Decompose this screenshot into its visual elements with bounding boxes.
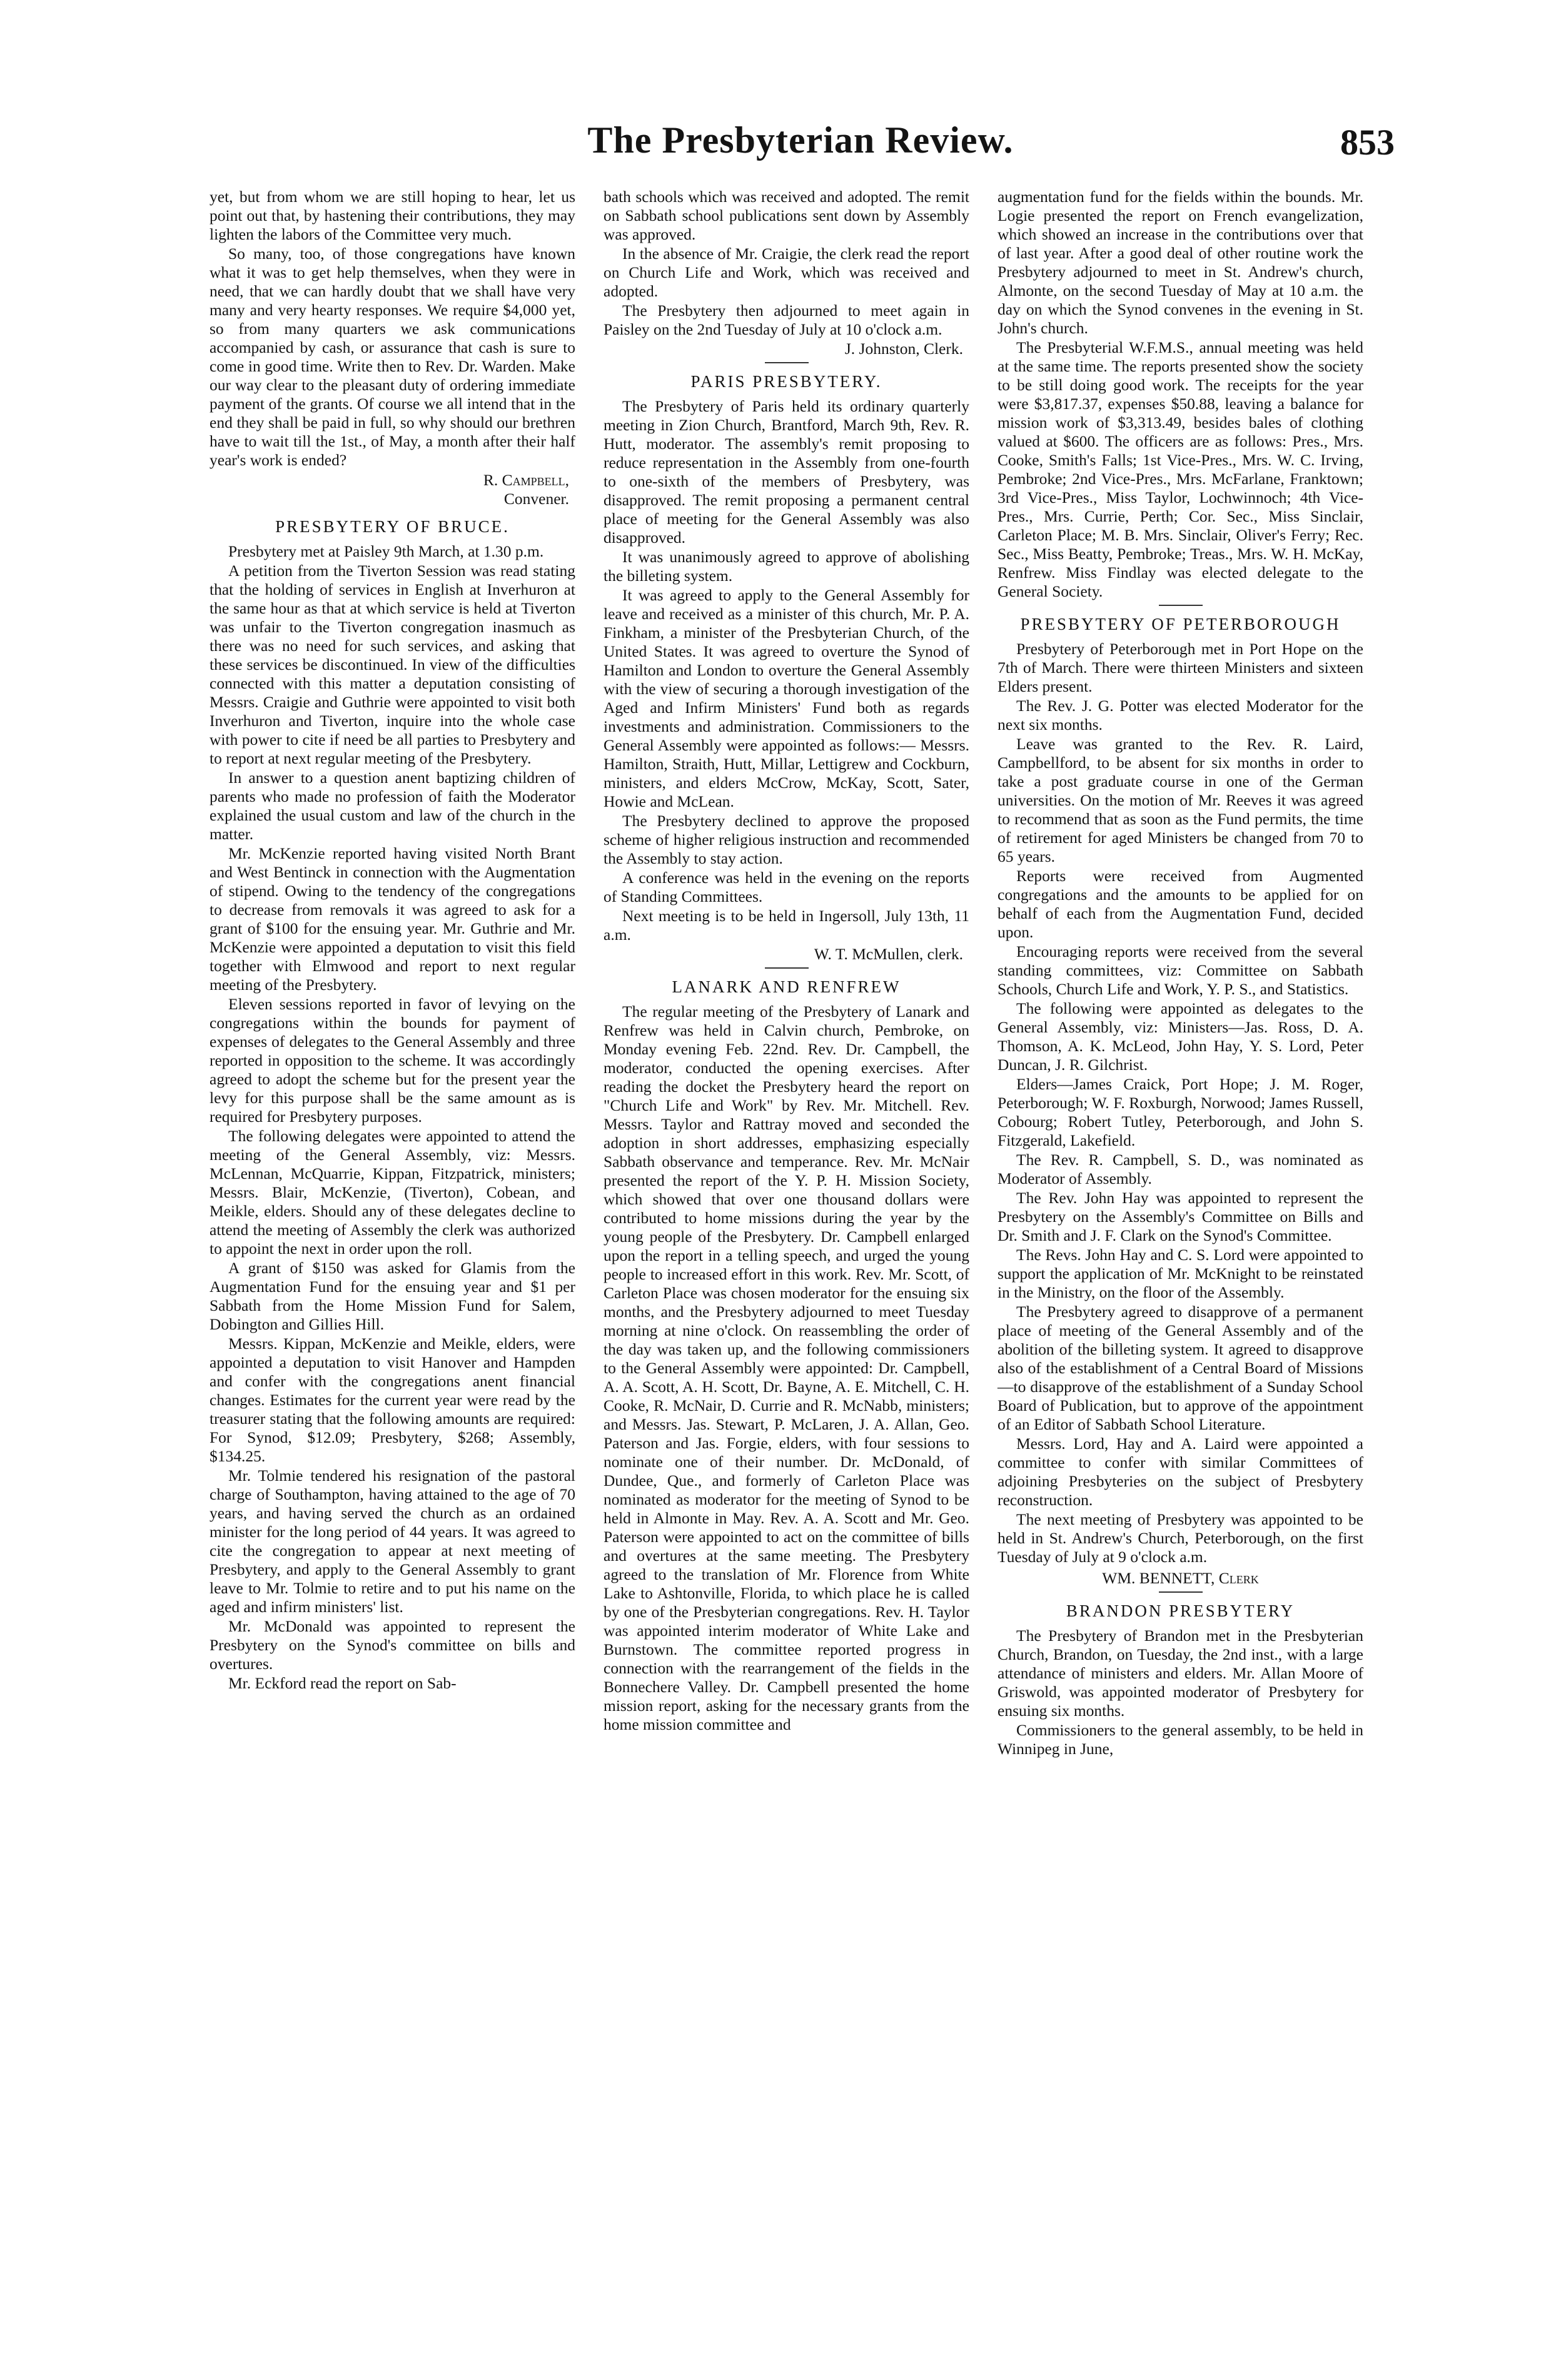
divider xyxy=(1159,1591,1203,1593)
paragraph: Messrs. Lord, Hay and A. Laird were appointed a committee to confer with similar Committees of adjoining Presbyteries on the subject of Presbytery reconstruction. xyxy=(998,1435,1363,1509)
section-heading-bruce: PRESBYTERY OF BRUCE. xyxy=(275,517,510,536)
paragraph: A grant of $150 was asked for Glamis from the Augmentation Fund for the ensuing year and $1 per Sabbath from the Home Mission Fund for Salem, Dobington and Gillies Hill. xyxy=(210,1259,575,1333)
paragraph: The Presbytery declined to approve the proposed scheme of higher religious instruction and recommended the Assembly to stay action. xyxy=(604,812,969,867)
paragraph: The Revs. John Hay and C. S. Lord were appointed to support the application of Mr. McKnight to be reinstated in the Ministry, on the floor of the Assembly. xyxy=(998,1246,1363,1301)
paragraph: The Presbytery of Paris held its ordinary quarterly meeting in Zion Church, Brantford, March 9th, Rev. R. Hutt, moderator. The assembly's remit proposing to reduce representation in the Assembly from one-fourth to one-sixth of the members of Presbytery, was disapproved. The remit proposing a permanent central place of meeting for the General Assembly was also disapproved. xyxy=(604,397,969,547)
column-1 xyxy=(210,188,575,1693)
paragraph: Presbytery met at Paisley 9th March, at 1.30 p.m. xyxy=(228,542,544,560)
paragraph: The Presbytery agreed to disapprove of a permanent place of meeting of the General Assembly and of the abolition of the billeting system. It agreed to disapprove also of the establishment of a Central Board of Missions—to disapprove of the establishment of a Sunday School Board of Publication, but to approve of the appointment of an Editor of Sabbath School Literature. xyxy=(998,1303,1363,1433)
paragraph: yet, but from whom we are still hoping to hear, let us point out that, by hastening their contributions, they may lighten the labors of the Committee very much. xyxy=(210,188,575,243)
paragraph: The following were appointed as delegates to the General Assembly, viz: Ministers—Jas. Ross, D. A. Thomson, A. K. McLeod, John Hay, Y. S. Lord, Peter Duncan, J. R. Gilchrist. xyxy=(998,999,1363,1074)
paragraph: The Presbytery of Brandon met in the Presbyterian Church, Brandon, on Tuesday, the 2nd inst., with a large attendance of ministers and elders. Mr. Allan Moore of Griswold, was appointed moderator of Presbytery for ensuing six months. xyxy=(998,1626,1363,1720)
divider xyxy=(765,967,809,969)
paragraph: The next meeting of Presbytery was appointed to be held in St. Andrew's Church, Peterborough, on the first Tuesday of July at 9 o'clock a.m. xyxy=(998,1510,1363,1566)
paragraph: The Rev. John Hay was appointed to represent the Presbytery on the Assembly's Committee on Bills and Dr. Smith and J. F. Clark on the Synod's Committee. xyxy=(998,1189,1363,1244)
paragraph: Commissioners to the general assembly, to be held in Winnipeg in June, xyxy=(998,1721,1363,1758)
paragraph: Reports were received from Augmented congregations and the amounts to be applied for on behalf of each from the Augmentation Fund, decided upon. xyxy=(998,867,1363,941)
paragraph: The Presbytery then adjourned to meet again in Paisley on the 2nd Tuesday of July at 10 o'clock a.m. xyxy=(604,301,969,338)
page-number: 853 xyxy=(1340,122,1395,163)
paragraph: Eleven sessions reported in favor of levying on the congregations within the bounds for payment of expenses of delegates to the General Assembly and three reported in opposition to the scheme. It was accordingly agreed to adopt the scheme but for the present year the levy for this purpose shall be the same amount as is required for Presbytery purposes. xyxy=(210,995,575,1126)
paragraph: augmentation fund for the fields within the bounds. Mr. Logie presented the report on French evangelization, which showed an increase in the contributions over that of last year. After a good deal of other routine work the Presbytery adjourned to meet in St. Andrew's church, Almonte, on the second Tuesday of May at 10 a.m. the day on which the Synod convenes in the evening in St. John's church. xyxy=(998,188,1363,337)
paragraph: Mr. Eckford read the report on Sab- xyxy=(228,1674,457,1692)
signature: W. T. McMullen, clerk. xyxy=(814,945,963,963)
paragraph: So many, too, of those congregations have known what it was to get help themselves, when they were in need, that we can hardly doubt that we shall have very many and very hearty responses. We require $4,000 yet, so from many quarters we ask communications accompanied by cash, or assurance that cash is sure to come in good time. Write then to Rev. Dr. Warden. Make our way clear to the pleasant duty of ordering immediate payment of the grants. Of course we all intend that in the end they shall be paid in full, so why should our brethren have to wait till the 1st., of May, a month after their half year's work is ended? xyxy=(210,245,575,469)
divider xyxy=(765,362,809,363)
paragraph: Mr. McKenzie reported having visited North Brant and West Bentinck in connection with the Augmentation of stipend. Owing to the tendency of the congregations to decrease from removals it was agreed to ask for a grant of $100 for the ensuing year. Mr. Guthrie and Mr. McKenzie were appointed a deputation to visit this field together with Elmwood and report to next regular meeting of the Presbytery. xyxy=(210,844,575,994)
column-2 xyxy=(604,188,969,1735)
section-heading-peterborough: PRESBYTERY OF PETERBOROUGH xyxy=(1020,615,1341,633)
paragraph: A conference was held in the evening on the reports of Standing Committees. xyxy=(604,869,969,905)
page-header xyxy=(206,119,1395,169)
journal-title: The Presbyterian Review. xyxy=(587,119,1014,161)
paragraph: The Presbyterial W.F.M.S., annual meeting was held at the same time. The reports presented show the society to be still doing good work. The receipts for the year were $3,817.37, expenses $50.88, leaving a balance for mission work of $3,313.49, besides bales of clothing valued at $600. The officers are as follows: Pres., Mrs. Cooke, Smith's Falls; 1st Vice-Pres., Mrs. W. C. Irving, Pembroke; 2nd Vice-Pres., Mrs. McFarlane, Franktown; 3rd Vice-Pres., Miss Taylor, Lochwinnoch; 4th Vice-Pres., Mrs. Currie, Perth; Cor. Sec., Miss Sinclair, Carleton Place; M. B. Mrs. Sinclair, Oliver's Ferry; Rec. Sec., Miss Beatty, Pembroke; Treas., Mrs. W. H. McKay, Renfrew. Miss Findlay was elected delegate to the General Society. xyxy=(998,338,1363,600)
paragraph: Next meeting is to be held in Ingersoll, July 13th, 11 a.m. xyxy=(604,907,969,944)
signature-name: R. Campbell, xyxy=(483,471,569,489)
section-heading-paris: PARIS PRESBYTERY. xyxy=(690,372,882,391)
paragraph: In the absence of Mr. Craigie, the clerk read the report on Church Life and Work, which was received and adopted. xyxy=(604,245,969,300)
paragraph: Elders—James Craick, Port Hope; J. M. Roger, Peterborough; W. F. Roxburgh, Norwood; James Russell, Cobourg; Robert Tutley, Peterborough, and John S. Fitzgerald, Lakefield. xyxy=(998,1075,1363,1149)
paragraph: The regular meeting of the Presbytery of Lanark and Renfrew was held in Calvin church, Pembroke, on Monday evening Feb. 22nd. Rev. Dr. Campbell, the moderator, conducted the opening exercises. After reading the docket the Presbytery heard the report on "Church Life and Work" by Rev. Mr. Mitchell. Rev. Messrs. Taylor and Rattray moved and seconded the adoption in short addresses, emphasizing especially Sabbath observance and temperance. Rev. Mr. McNair presented the report of the Y. P. H. Mission Society, which showed that over one thousand dollars were contributed to home missions during the year by the young people of the Presbytery. Dr. Campbell enlarged upon the report in a telling speech, and urged the young people to increased effort in this work. Rev. Mr. Scott, of Carleton Place was chosen moderator for the ensuing six months, and the Presbytery adjourned to meet Tuesday morning at nine o'clock. On reassembling the order of the day was taken up, and the following commissioners to the General Assembly were appointed: Dr. Campbell, A. A. Scott, A. H. Scott, Dr. Bayne, A. E. Mitchell, C. H. Cooke, R. McNair, D. Currie and R. McNabb, ministers; and Messrs. Jas. Stewart, P. McLaren, J. A. Allan, Geo. Paterson and Jas. Forgie, elders, with four sessions to nominate one of their number. Dr. McDonald, of Dundee, Que., and formerly of Carleton Place was nominated as moderator for the meeting of Synod to be held in Almonte in May. Rev. A. A. Scott and Mr. Geo. Paterson were appointed to act on the committee of bills and overtures at the same meeting. The Presbytery agreed to the translation of Mr. Florence from White Lake to Ashtonville, Florida, to which place he is called by one of the Presbyterian congregations. Rev. H. Taylor was appointed interim moderator of White Lake and Burnstown. The committee reported progress in connection with the rearrangement of the fields in the Bonnechere Valley. Dr. Campbell presented the home mission report, asking for the necessary grants from the home mission committee and xyxy=(604,1002,969,1733)
paragraph: It was agreed to apply to the General Assembly for leave and received as a minister of this church, Mr. P. A. Finkham, a minister of the Presbyterian Church, of the United States. It was agreed to overture the Synod of Hamilton and London to overture the General Assembly with the view of securing a thorough investigation of the Aged and Infirm Ministers' Fund both as regards investments and administration. Commissioners to the General Assembly were appointed as follows:— Messrs. Hamilton, Straith, Hutt, Millar, Lettigrew and Cockburn, ministers, and elders McCrow, McKay, Scott, Sater, Howie and McLean. xyxy=(604,586,969,810)
paragraph: Mr. Tolmie tendered his resignation of the pastoral charge of Southampton, having attained to the age of 70 years, and having served the church as an ordained minister for the long period of 44 years. It was agreed to cite the congregation to appear at next meeting of Presbytery, and apply to the General Assembly to grant leave to Mr. Tolmie to retire and to put his name on the aged and infirm ministers' list. xyxy=(210,1466,575,1616)
signature: WM. BENNETT, Clerk xyxy=(1102,1569,1259,1587)
paragraph: Messrs. Kippan, McKenzie and Meikle, elders, were appointed a deputation to visit Hanover and Hampden and confer with the congregations anent financial changes. Estimates for the current year were read by the treasurer stating that the following amounts are required: For Synod, $12.09; Presbytery, $268; Assembly, $134.25. xyxy=(210,1334,575,1465)
paragraph: Leave was granted to the Rev. R. Laird, Campbellford, to be absent for six months in order to take a post graduate course in one of the German universities. On the motion of Mr. Reeves it was agreed to recommend that as soon as the Fund permits, the time of retirement for aged Ministers be changed from 70 to 65 years. xyxy=(998,735,1363,865)
divider xyxy=(1159,605,1203,606)
paragraph: The Rev. J. G. Potter was elected Moderator for the next six months. xyxy=(998,697,1363,734)
paragraph: Presbytery of Peterborough met in Port Hope on the 7th of March. There were thirteen Ministers and sixteen Elders present. xyxy=(998,640,1363,695)
section-heading-brandon: BRANDON PRESBYTERY xyxy=(1066,1601,1295,1620)
paragraph: It was unanimously agreed to approve of abolishing the billeting system. xyxy=(604,548,969,585)
paragraph: The following delegates were appointed to attend the meeting of the General Assembly, viz: Messrs. McLennan, McQuarrie, Kippan, Fitzpatrick, ministers; Messrs. Blair, McKenzie, (Tiverton), Cobean, and Meikle, elders. Should any of these delegates decline to attend the meeting of Assembly the clerk was authorized to appoint the next in order upon the roll. xyxy=(210,1127,575,1258)
signature: J. Johnston, Clerk. xyxy=(844,340,963,358)
signature-title: Convener. xyxy=(503,490,569,508)
paragraph: A petition from the Tiverton Session was read stating that the holding of services in English at Inverhuron at the same hour as that at which service is held at Tiverton was unfair to the Tiverton congregation inasmuch as there was no need for such services, and asking that these services be discontinued. In view of the difficulties connected with this matter a deputation consisting of Messrs. Craigie and Guthrie were appointed to visit both Inverhuron and Tiverton, inquire into the whole case with power to cite if need be all parties to Presbytery and to report at next regular meeting of the Presbytery. xyxy=(210,562,575,767)
column-3 xyxy=(998,188,1363,1759)
paragraph: In answer to a question anent baptizing children of parents who made no profession of faith the Moderator explained the usual custom and law of the church in the matter. xyxy=(210,769,575,843)
paragraph: bath schools which was received and adopted. The remit on Sabbath school publications sent down by Assembly was approved. xyxy=(604,188,969,243)
paragraph: Mr. McDonald was appointed to represent the Presbytery on the Synod's committee on bills and overtures. xyxy=(210,1617,575,1673)
paragraph: The Rev. R. Campbell, S. D., was nominated as Moderator of Assembly. xyxy=(998,1151,1363,1187)
section-heading-lanark: LANARK AND RENFREW xyxy=(672,977,901,996)
paragraph: Encouraging reports were received from the several standing committees, viz: Committee on Sabbath Schools, Church Life and Work, Y. P. S., and Statistics. xyxy=(998,942,1363,998)
